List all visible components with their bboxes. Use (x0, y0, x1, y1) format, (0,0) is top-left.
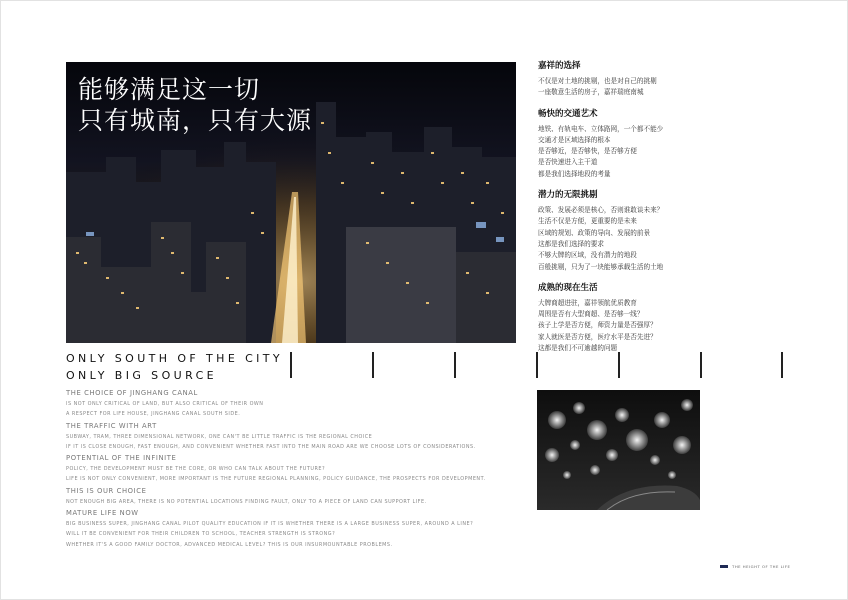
bokeh-illustration (537, 390, 700, 510)
en-section-heading: THIS IS OUR CHOICE (66, 486, 147, 495)
section-line: 周围是否有大型商超、是否够一线？ (538, 310, 644, 319)
en-section-line: SUBWAY, TRAM, THREE DIMENSIONAL NETWORK, ONE CAN'T BE LITTLE TRAFFIC IS THE REGIONAL CHOICE (66, 433, 373, 440)
hero-title-line1: 能够满足这一切 (78, 75, 261, 104)
section-traffic (538, 108, 768, 180)
section-line: 地铁、有轨电车、立体路网，一个都不能少 (538, 124, 664, 133)
en-section-heading: POTENTIAL OF THE INFINITE (66, 454, 177, 463)
section-choice (538, 60, 768, 99)
section-heading: 成熟的现在生活 (538, 282, 598, 293)
en-section-mature-life (66, 508, 506, 550)
en-section-heading: MATURE LIFE NOW (66, 509, 139, 518)
section-line: 政策、发展必须是核心，否则谁敢谈未来？ (538, 206, 664, 215)
en-section-line: A RESPECT FOR LIFE HOUSE, JINGHANG CANAL SOUTH SIDE. (66, 411, 241, 418)
en-section-line: BIG BUSINESS SUPER, JINGHANG CANAL PILOT QUALITY EDUCATION IF IT IS WHETHER THERE IS A LARGE BUSINESS SUPER, AROUND A LINE? (66, 521, 474, 528)
en-section-heading: THE TRAFFIC WITH ART (66, 421, 157, 430)
bokeh-traffic-photo (537, 390, 700, 510)
en-section-line: POLICY, THE DEVELOPMENT MUST BE THE CORE, OR WHO CAN TALK ABOUT THE FUTURE? (66, 466, 326, 473)
hero-city-night-photo (66, 62, 516, 343)
section-heading: 畅快的交通艺术 (538, 108, 598, 119)
page-footer (720, 562, 790, 570)
divider-bar (781, 352, 783, 378)
section-line: 是否够近，是否够快，是否够方便 (538, 147, 637, 156)
section-heading: 潜力的无限挑剔 (538, 190, 598, 201)
en-section-heading: THE CHOICE OF JINGHANG CANAL (66, 389, 198, 397)
section-line: 这都是我们不可逾越的问题 (538, 344, 618, 353)
hero-title-line2: 只有城南，只有大源 (78, 106, 313, 135)
en-section-our-choice (66, 486, 506, 507)
section-line: 不够大牌的区域，没有潜力的地段 (538, 251, 637, 260)
section-line: 生活不仅是方便，更重要的是未来 (538, 217, 637, 226)
en-section-line: WHETHER IT'S A GOOD FAMILY DOCTOR, ADVANCED MEDICAL LEVEL? THIS IS OUR INSURMOUNTABLE PROBLEMS. (66, 541, 393, 548)
section-line: 大牌商超进驻，嘉祥领航优质教育 (538, 298, 637, 307)
divider-bar (536, 352, 538, 378)
en-section-traffic (66, 421, 506, 453)
hero-title (78, 74, 312, 136)
divider-marks (0, 352, 848, 378)
section-line: 都是我们选择地段的考量 (538, 169, 611, 178)
en-section-line: IS NOT ONLY CRITICAL OF LAND, BUT ALSO CRITICAL OF THEIR OWN (66, 401, 264, 407)
section-line: 家人就医是否方便，医疗水平是否先进？ (538, 332, 657, 341)
headline-line2: ONLY BIG SOURCE (66, 369, 217, 382)
en-section-line: LIFE IS NOT ONLY CONVENIENT, MORE IMPORTANT IS THE FUTURE REGIONAL PLANNING, POLICY GUIDANCE, THE PROSPECTS FOR DEVELOPMENT. (66, 476, 486, 483)
en-section-line: WILL IT BE CONVENIENT FOR THEIR CHILDREN TO SCHOOL, TEACHER STRENGTH IS STRONG? (66, 531, 336, 538)
section-potential (538, 189, 768, 273)
footer-mark (720, 565, 728, 568)
section-mature-life (538, 282, 768, 354)
section-line: 一座敬意生活的房子，嘉祥瑞庭南城 (538, 88, 644, 97)
section-line: 孩子上学是否方便，师资力量是否强厚？ (538, 321, 657, 330)
en-section-line: IF IT IS CLOSE ENOUGH, FAST ENOUGH, AND CONVENIENT WHETHER FAST INTO THE MAIN ROAD ARE WE CHOOSE LOTS OF CONSIDERATIONS. (66, 443, 476, 450)
section-line: 是否快速进入主干道 (538, 158, 598, 167)
section-line: 这都是我们选择的要求 (538, 239, 604, 248)
en-section-line: NOT ENOUGH BIG AREA, THERE IS NO POTENTIAL LOCATIONS FINDING FAULT, ONLY TO A PIECE OF LAND CAN SUPPORT LIFE. (66, 498, 427, 505)
divider-bar (290, 352, 292, 378)
section-line: 不仅是对土地的挑剔，也是对自己的挑剔 (538, 77, 657, 85)
en-section-choice (66, 388, 506, 420)
right-column-text (538, 60, 768, 363)
divider-bar (700, 352, 702, 378)
section-line: 百般挑剔，只为了一块能够承载生活的土地 (538, 262, 664, 271)
en-section-potential (66, 453, 506, 485)
divider-bar (372, 352, 374, 378)
divider-bar (454, 352, 456, 378)
footer-text: THE HEIGHT OF THE LIFE (732, 563, 791, 569)
english-body-text (66, 388, 506, 551)
section-heading: 嘉祥的选择 (538, 61, 581, 71)
divider-bar (618, 352, 620, 378)
headline-line1: ONLY SOUTH OF THE CITY (66, 352, 284, 365)
section-line: 区域的规划、政策的导向、发展的前景 (538, 228, 651, 237)
section-line: 交通才是区域选择的根本 (538, 135, 611, 144)
